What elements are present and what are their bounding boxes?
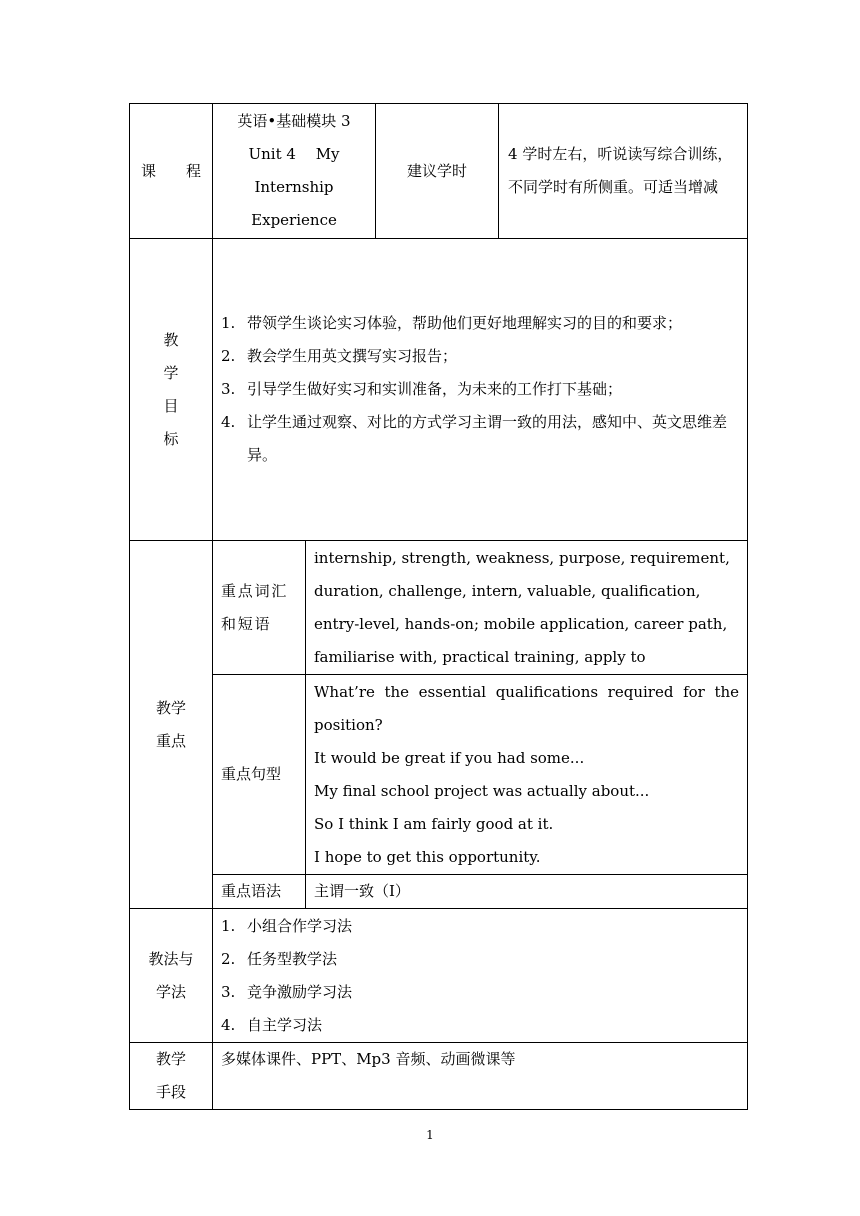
objective-number: 4. xyxy=(221,413,236,431)
course-title-cell xyxy=(213,104,376,239)
objective-number: 1. xyxy=(221,314,236,332)
method-text: 任务型教学法 xyxy=(247,949,338,968)
hours-label: 建议学时 xyxy=(407,161,468,180)
objectives-row xyxy=(130,239,748,541)
sentence-line: position? xyxy=(314,715,383,734)
key-points-label-cell xyxy=(130,541,213,909)
methods-row xyxy=(130,909,748,1043)
method-item xyxy=(221,1009,739,1042)
course-label: 课 程 xyxy=(140,161,201,180)
method-item xyxy=(221,976,739,1009)
method-item xyxy=(221,910,739,943)
method-number: 1. xyxy=(221,916,236,935)
methods-content-cell xyxy=(213,909,748,1043)
objectives-label-char: 学 xyxy=(163,363,179,382)
means-label-line: 教学 xyxy=(155,1050,186,1068)
vocab-line: familiarise with, practical training, apply to xyxy=(314,647,646,666)
objective-item xyxy=(221,307,739,340)
objective-item xyxy=(221,406,739,472)
course-title-line: Unit 4 My xyxy=(248,145,340,163)
sentence-label-cell xyxy=(213,675,306,875)
method-item xyxy=(221,943,739,976)
means-value: 多媒体课件、PPT、Mp3 音频、动画微课等 xyxy=(221,1050,516,1068)
methods-label-cell xyxy=(130,909,213,1043)
method-number: 2. xyxy=(221,949,236,968)
vocab-label: 重点词汇和短语 xyxy=(221,581,289,633)
vocab-row xyxy=(130,541,748,675)
page-number: 1 xyxy=(426,1128,434,1142)
grammar-value: 主谓一致（Ⅰ） xyxy=(314,882,410,900)
objective-number: 3. xyxy=(221,380,236,398)
key-points-label-line: 重点 xyxy=(155,731,186,750)
grammar-label-cell xyxy=(213,875,306,909)
grammar-row xyxy=(130,875,748,909)
sentence-line: It would be great if you had some... xyxy=(314,748,585,767)
objective-text: 带领学生谈论实习体验，帮助他们更好地理解实习的目的和要求； xyxy=(247,314,683,332)
grammar-content-cell xyxy=(306,875,748,909)
grammar-label: 重点语法 xyxy=(221,882,282,900)
lesson-plan-table xyxy=(129,103,748,1110)
objective-text: 教会学生用英文撰写实习报告； xyxy=(247,347,458,365)
sentence-line: I hope to get this opportunity. xyxy=(314,847,541,866)
objective-item xyxy=(221,373,739,406)
hours-label-cell xyxy=(376,104,499,239)
means-row xyxy=(130,1043,748,1110)
vocab-line: duration, challenge, intern, valuable, qualification, xyxy=(314,581,701,600)
sentence-line: What’re the essential qualifications required for the xyxy=(314,682,740,701)
means-label-cell xyxy=(130,1043,213,1110)
vocab-line: entry-level, hands-on; mobile application, career path, xyxy=(314,614,728,633)
vocab-content-cell xyxy=(306,541,748,675)
method-text: 竞争激励学习法 xyxy=(247,982,353,1001)
objective-text: 让学生通过观察、对比的方式学习主谓一致的用法，感知中、英文思维差异。 xyxy=(247,413,728,464)
course-title-line: 英语•基础模块 3 xyxy=(237,112,351,130)
key-points-label-line: 教学 xyxy=(155,698,186,717)
objective-text: 引导学生做好实习和实训准备，为未来的工作打下基础； xyxy=(247,380,623,398)
objectives-label-char: 标 xyxy=(163,429,179,448)
methods-label-line: 教法与 xyxy=(148,949,194,968)
course-row xyxy=(130,104,748,239)
vocab-label-cell xyxy=(213,541,306,675)
sentence-line: So I think I am fairly good at it. xyxy=(314,814,554,833)
course-title-line: Experience xyxy=(251,211,337,229)
objective-number: 2. xyxy=(221,347,236,365)
objectives-content-cell xyxy=(213,239,748,541)
sentence-content-cell xyxy=(306,675,748,875)
hours-value: 4 学时左右，听说读写综合训练，不同学时有所侧重。可适当增减 xyxy=(508,145,733,196)
method-text: 小组合作学习法 xyxy=(247,916,353,935)
objectives-label-cell xyxy=(130,239,213,541)
methods-label-line: 学法 xyxy=(155,982,186,1001)
means-label-line: 手段 xyxy=(155,1083,186,1101)
objectives-label-char: 目 xyxy=(163,396,179,415)
method-text: 自主学习法 xyxy=(247,1015,323,1034)
hours-value-cell xyxy=(499,104,748,239)
sentence-label: 重点句型 xyxy=(221,765,282,783)
course-label-cell xyxy=(130,104,213,239)
objective-item xyxy=(221,340,739,373)
method-number: 3. xyxy=(221,982,236,1001)
method-number: 4. xyxy=(221,1015,236,1034)
vocab-line: internship, strength, weakness, purpose, requirement, xyxy=(314,548,730,567)
objectives-label-char: 教 xyxy=(163,330,179,349)
sentence-line: My final school project was actually about... xyxy=(314,781,650,800)
sentence-row xyxy=(130,675,748,875)
course-title-line: Internship xyxy=(254,178,334,196)
means-content-cell xyxy=(213,1043,748,1110)
